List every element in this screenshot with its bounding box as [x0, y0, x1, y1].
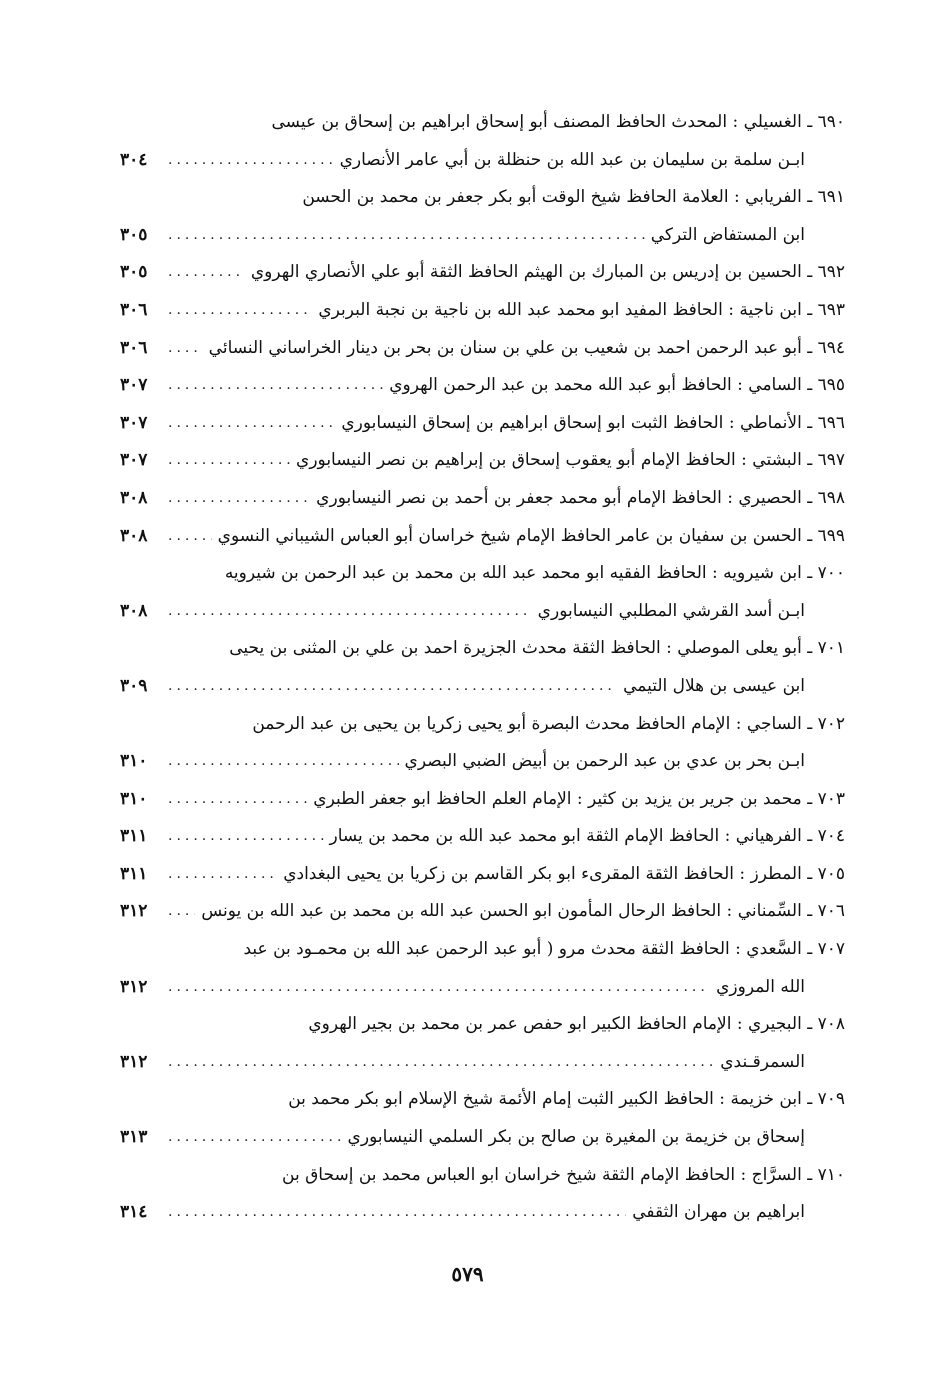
dot-leader: [168, 818, 324, 856]
toc-entry-line: [120, 555, 845, 593]
entry-text: ٦٩٥ ـ السامي : الحافظ أبو عبد الله محمد بن عبد الرحمن الهروي: [389, 375, 845, 396]
entry-text: ابـن بحر بن عدي بن عبد الرحمن بن أبيض الضبي البصري: [404, 751, 805, 772]
dot-leader: [168, 330, 203, 368]
entry-text: ابـن أسد القرشي المطلبي النيسابوري: [537, 600, 805, 621]
dot-leader: [168, 668, 617, 706]
entry-page-number: ٣٠٩: [120, 675, 148, 696]
entry-page-number: ٣١٣: [120, 1127, 148, 1148]
toc-entry-line: [120, 743, 845, 781]
entry-text: ٧٠٠ ـ ابن شيرويه : الحافظ الفقيه ابو محمد عبد الله بن محمد بن عبد الرحمن بن شيرويه: [224, 563, 845, 584]
table-of-contents: [120, 104, 845, 1232]
entry-text: ٦٩٤ ـ أبو عبد الرحمن احمد بن شعيب بن علي بن سنان بن بحر بن دينار الخراساني النسائي: [208, 337, 845, 358]
entry-text: ٦٩٠ ـ الغسيلي : المحدث الحافظ المصنف أبو إسحاق ابراهيم بن إسحاق بن عيسى: [271, 112, 845, 132]
entry-text: ٧٠٤ ـ الفرهياني : الحافظ الإمام الثقة ابو محمد عبد الله بن محمد بن يسار: [329, 826, 845, 847]
entry-page-number: ٣١٤: [120, 1202, 148, 1223]
entry-text: ٦٩٦ ـ الأنماطي : الحافظ الثبت ابو إسحاق ابراهيم بن إسحاق النيسابوري: [341, 412, 845, 433]
entry-page-number: ٣٠٧: [120, 375, 148, 396]
entry-text: ٧٠٣ ـ محمد بن جرير بن يزيد بن كثير : الإمام العلم الحافظ ابو جعفر الطبري: [313, 788, 845, 809]
toc-entry-line: [120, 706, 845, 744]
toc-entry-line: [120, 1119, 845, 1157]
toc-entry-line: [120, 593, 845, 631]
entry-text: ٧٠٢ ـ الساجي : الإمام الحافظ محدث البصرة أبو يحيى زكريا بن يحيى بن عبد الرحمن: [252, 713, 845, 734]
entry-page-number: ٣٠٧: [120, 412, 148, 433]
dot-leader: [168, 856, 277, 894]
entry-page-number: ٣٠٨: [120, 487, 148, 508]
entry-text: ٦٩٨ ـ الحصيري : الحافظ الإمام أبو محمد جعفر بن أحمد بن نصر النيسابوري: [316, 487, 845, 508]
entry-text: ٧٠٧ ـ السَّعدي : الحافظ الثقة محدث مرو ( أبو عبد الرحمن عبد الله بن محمـود بن عبد: [243, 939, 845, 960]
dot-leader: [168, 292, 312, 330]
entry-page-number: ٣١٢: [120, 976, 148, 997]
dot-leader: [168, 593, 532, 631]
toc-entry-line: [120, 254, 845, 292]
entry-text: ابن المستفاض التركي: [650, 224, 805, 245]
toc-entry-line: [120, 104, 845, 142]
toc-entry-line: [120, 1044, 845, 1082]
toc-entry-line: [120, 405, 845, 443]
toc-entry-line: [120, 1006, 845, 1044]
toc-entry-line: [120, 893, 845, 931]
toc-entry-line: [120, 1157, 845, 1195]
page-number: ٥٧٩: [451, 1262, 484, 1286]
entry-text: إسحاق بن خزيمة بن المغيرة بن صالح بن بكر السلمي النيسابوري: [347, 1127, 805, 1148]
entry-text: ابراهيم بن مهران الثقفي: [632, 1202, 805, 1223]
toc-entry-line: [120, 1194, 845, 1232]
entry-text: ابـن سلمة بن سليمان بن عبد الله بن حنظلة بن أبي عامر الأنصاري: [339, 149, 805, 170]
dot-leader: [168, 367, 383, 405]
entry-page-number: ٣٠٤: [120, 149, 148, 170]
toc-entry-line: [120, 179, 845, 217]
entry-page-number: ٣١١: [120, 863, 148, 884]
entry-text: ٦٩١ ـ الفريابي : العلامة الحافظ شيخ الوقت أبو بكر جعفر بن محمد بن الحسن: [302, 187, 845, 208]
dot-leader: [168, 480, 310, 518]
toc-entry-line: [120, 367, 845, 405]
dot-leader: [168, 1119, 342, 1157]
toc-entry-line: [120, 969, 845, 1007]
dot-leader: [168, 969, 710, 1007]
toc-entry-line: [120, 630, 845, 668]
dot-leader: [168, 254, 245, 292]
dot-leader: [168, 142, 334, 180]
toc-entry-line: [120, 142, 845, 180]
entry-text: ابن عيسى بن هلال التيمي: [623, 675, 805, 696]
toc-entry-line: [120, 1081, 845, 1119]
dot-leader: [168, 217, 645, 255]
entry-page-number: ٣١٢: [120, 901, 148, 922]
entry-page-number: ٣١١: [120, 826, 148, 847]
dot-leader: [168, 743, 399, 781]
entry-page-number: ٣١٠: [120, 788, 148, 809]
toc-entry-line: [120, 217, 845, 255]
toc-entry-line: [120, 818, 845, 856]
toc-entry-line: [120, 668, 845, 706]
entry-text: الله المروزي: [716, 976, 805, 997]
dot-leader: [168, 518, 212, 556]
entry-text: ٦٩٩ ـ الحسن بن سفيان بن عامر الحافظ الإمام شيخ خراسان أبو العباس الشيباني النسوي: [217, 525, 845, 546]
entry-text: ٧٠٩ ـ ابن خزيمة : الحافظ الكبير الثبت إمام الأئمة شيخ الإسلام ابو بكر محمد بن: [288, 1089, 845, 1110]
entry-page-number: ٣٠٦: [120, 337, 148, 358]
entry-page-number: ٣٠٧: [120, 450, 148, 471]
entry-text: ٧٠٥ ـ المطرز : الحافظ الثقة المقرىء ابو بكر القاسم بن زكريا بن يحيى البغدادي: [283, 863, 845, 884]
dot-leader: [168, 405, 335, 443]
entry-page-number: ٣٠٥: [120, 262, 148, 283]
dot-leader: [168, 1044, 714, 1082]
entry-text: ٦٩٧ ـ البشتي : الحافظ الإمام أبو يعقوب إسحاق بن إبراهيم بن نصر النيسابوري: [296, 450, 845, 471]
entry-text: ٦٩٢ ـ الحسين بن إدريس بن المبارك بن الهيثم الحافظ الثقة أبو علي الأنصاري الهروي: [250, 262, 845, 283]
toc-entry-line: [120, 931, 845, 969]
toc-entry-line: [120, 480, 845, 518]
entry-page-number: ٣١٠: [120, 751, 148, 772]
entry-page-number: ٣٠٦: [120, 299, 148, 320]
toc-entry-line: [120, 442, 845, 480]
toc-entry-line: [120, 518, 845, 556]
entry-text: ٧٠١ ـ أبو يعلى الموصلي : الحافظ الثقة محدث الجزيرة احمد بن علي بن المثنى بن يحيى: [229, 638, 845, 659]
entry-page-number: ٣١٢: [120, 1051, 148, 1072]
dot-leader: [168, 1194, 626, 1232]
toc-entry-line: [120, 292, 845, 330]
entry-page-number: ٣٠٨: [120, 525, 148, 546]
entry-text: ٧١٠ ـ السرَّاج : الحافظ الإمام الثقة شيخ خراسان ابو العباس محمد بن إسحاق بن: [282, 1164, 845, 1185]
entry-text: ٧٠٨ ـ البجيري : الإمام الحافظ الكبير ابو حفص عمر بن محمد بن بجير الهروي: [308, 1014, 845, 1035]
entry-text: ٧٠٦ ـ السِّمناني : الحافظ الرحال المأمون ابو الحسن عبد الله بن محمد بن عبد الله بن يونس: [201, 901, 845, 922]
entry-text: السمرقـندي: [720, 1051, 805, 1072]
dot-leader: [168, 442, 290, 480]
entry-text: ٦٩٣ ـ ابن ناجية : الحافظ المفيد ابو محمد عبد الله بن ناجية بن نجبة البربري: [318, 299, 845, 320]
toc-entry-line: [120, 330, 845, 368]
entry-page-number: ٣٠٨: [120, 600, 148, 621]
entry-page-number: ٣٠٥: [120, 224, 148, 245]
dot-leader: [168, 781, 307, 819]
dot-leader: [168, 893, 195, 931]
toc-entry-line: [120, 856, 845, 894]
toc-entry-line: [120, 781, 845, 819]
